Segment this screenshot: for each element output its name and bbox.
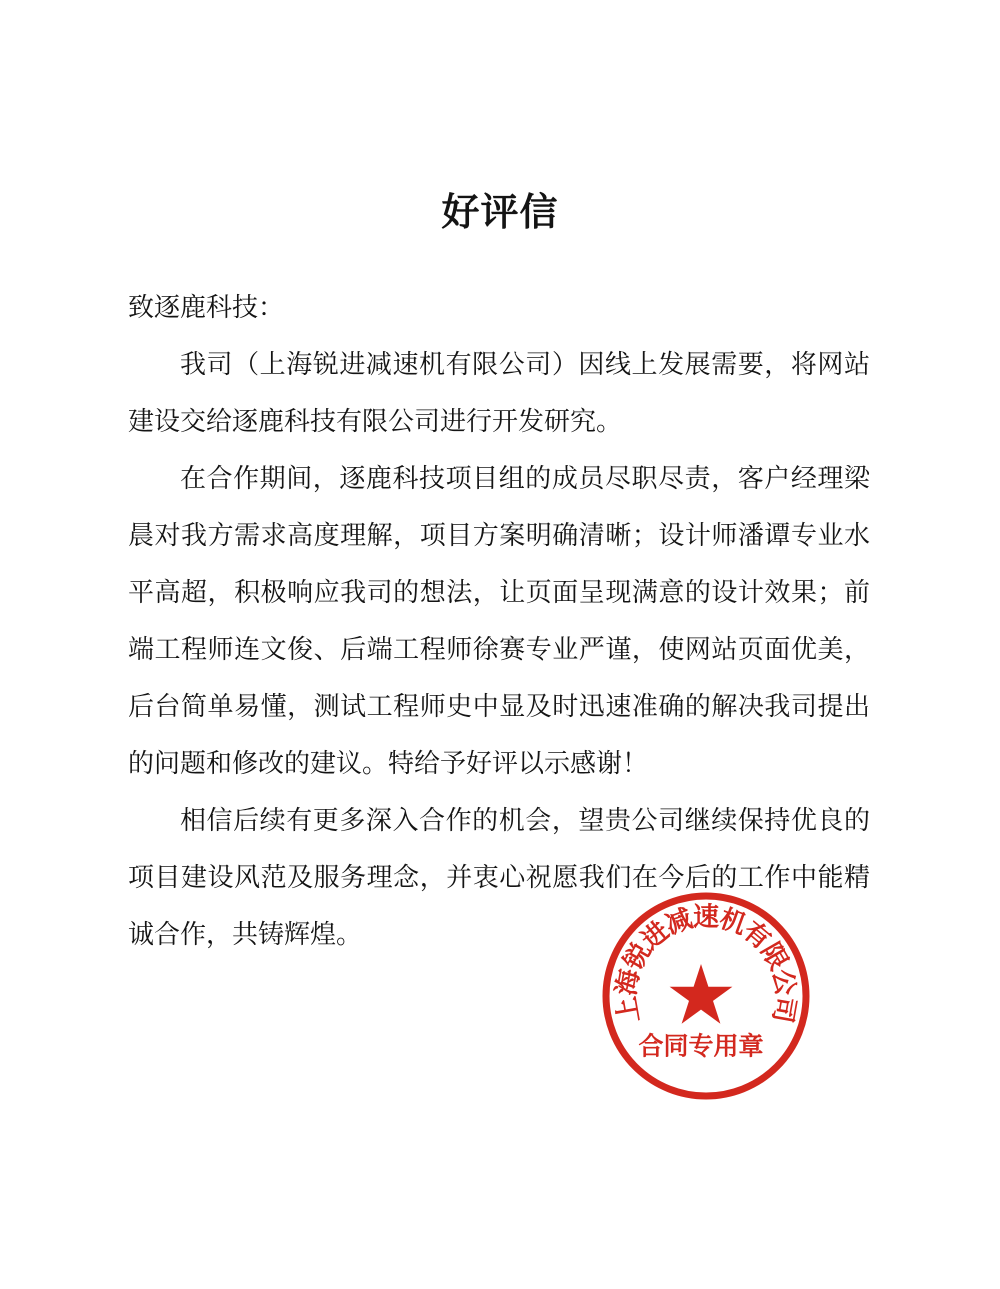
- seal-company-char: 锐: [618, 937, 657, 976]
- seal-company-char: 限: [755, 937, 794, 976]
- paragraph-1: 我司（上海锐进减速机有限公司）因线上发展需要，将网站建设交给逐鹿科技有限公司进行开发研究。: [128, 350, 870, 436]
- letter-body: [128, 279, 870, 963]
- paragraph-2: 在合作期间，逐鹿科技项目组的成员尽职尽责，客户经理梁晨对我方需求高度理解，项目方案明确清晰；设计师潘谭专业水平高超，积极响应我司的想法，让页面呈现满意的设计效果；前端工程师连文俊、后端工程师徐赛专业严谨，使网站页面优美，后台简单易懂，测试工程师史中显及时迅速准确的解决我司提出的问题和修改的建议。特给予好评以示感谢！: [128, 464, 870, 778]
- seal-company-char: 机: [715, 903, 751, 940]
- salutation: 致逐鹿科技：: [128, 293, 285, 322]
- seal-company-char: 上: [611, 994, 645, 1026]
- seal-company-char: 司: [767, 994, 801, 1026]
- seal-label: 合同专用章: [638, 1033, 764, 1061]
- seal-company-char: 减: [661, 903, 697, 940]
- company-seal: [596, 886, 816, 1106]
- seal-company-char: 速: [692, 902, 720, 932]
- paragraph-3: 相信后续有更多深入合作的机会，望贵公司继续保持优良的项目建设风范及服务理念，并衷心祝愿我们在今后的工作中能精诚合作，共铸辉煌。: [128, 806, 870, 949]
- seal-company-char: 有: [737, 916, 777, 955]
- seal-company-char: 进: [635, 916, 675, 955]
- seal-company-char: 海: [611, 966, 645, 998]
- seal-company-char: 公: [767, 966, 801, 998]
- letter-title: 好评信: [441, 192, 559, 234]
- star-icon: [670, 964, 733, 1024]
